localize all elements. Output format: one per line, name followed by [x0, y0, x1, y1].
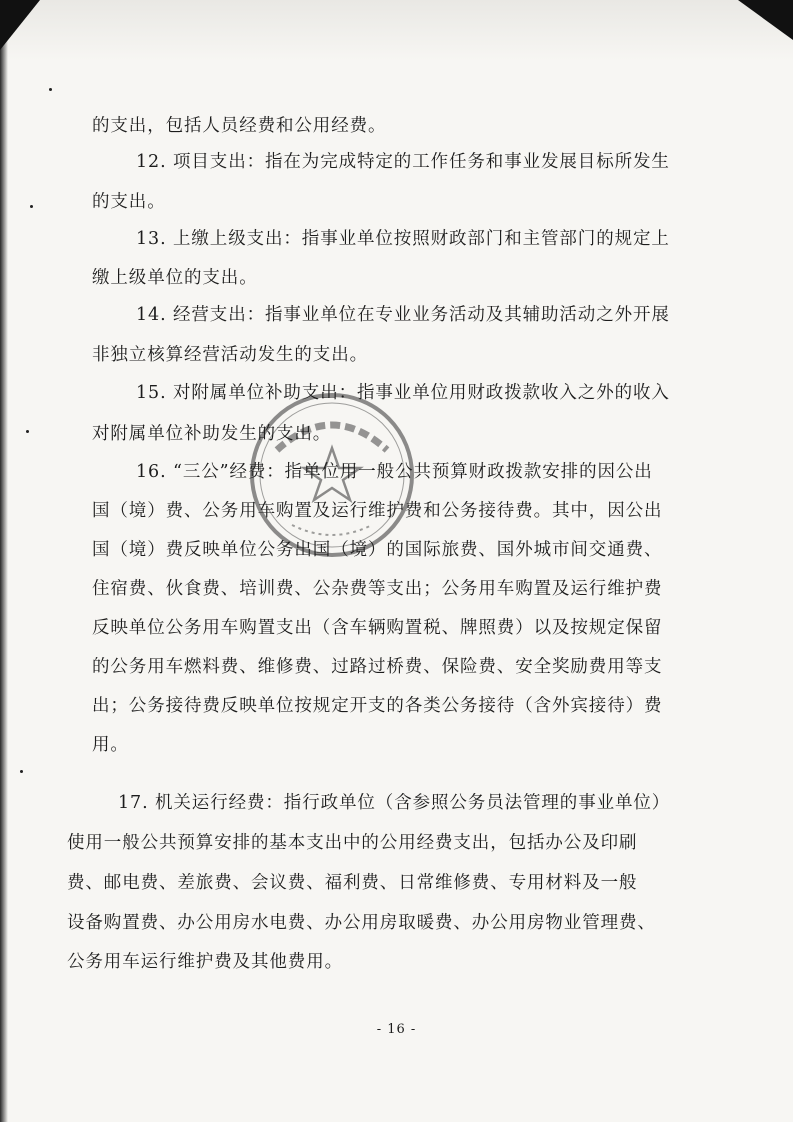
- text-line: 16. “三公”经费：指单位用一般公共预算财政拨款安排的因公出: [136, 462, 653, 482]
- text-line: 用。: [92, 735, 129, 755]
- text-line: 费、邮电费、差旅费、会议费、福利费、日常维修费、专用材料及一般: [67, 873, 638, 893]
- text-line: 12. 项目支出：指在为完成特定的工作任务和事业发展目标所发生: [136, 152, 670, 172]
- text-line: 14. 经营支出：指事业单位在专业业务活动及其辅助活动之外开展: [136, 305, 670, 325]
- text-line: 住宿费、伙食费、培训费、公杂费等支出；公务用车购置及运行维护费: [92, 579, 663, 599]
- text-line: 使用一般公共预算安排的基本支出中的公用经费支出，包括办公及印刷: [67, 833, 638, 853]
- text-line: 设备购置费、办公用房水电费、办公用房取暖费、办公用房物业管理费、: [67, 913, 656, 933]
- text-line: 对附属单位补助发生的支出。: [92, 424, 332, 444]
- text-line: 的支出，包括人员经费和公用经费。: [92, 116, 387, 136]
- text-line: 反映单位公务用车购置支出（含车辆购置税、牌照费）以及按规定保留: [92, 618, 663, 638]
- text-line: 的公务用车燃料费、维修费、过路过桥费、保险费、安全奖励费用等支: [92, 657, 663, 677]
- text-line: 缴上级单位的支出。: [92, 268, 258, 288]
- text-line: 15. 对附属单位补助支出：指事业单位用财政拨款收入之外的收入: [136, 383, 670, 403]
- page-number: - 16 -: [376, 1022, 417, 1037]
- text-line: 13. 上缴上级支出：指事业单位按照财政部门和主管部门的规定上: [136, 229, 670, 249]
- text-line: 公务用车运行维护费及其他费用。: [67, 952, 343, 972]
- text-line: 17. 机关运行经费：指行政单位（含参照公务员法管理的事业单位）: [118, 793, 671, 813]
- text-line: 的支出。: [92, 192, 166, 212]
- text-line: 非独立核算经营活动发生的支出。: [92, 345, 368, 365]
- text-line: 出；公务接待费反映单位按规定开支的各类公务接待（含外宾接待）费: [92, 696, 663, 716]
- text-line: 国（境）费反映单位公务出国（境）的国际旅费、国外城市间交通费、: [92, 540, 663, 560]
- text-line: 国（境）费、公务用车购置及运行维护费和公务接待费。其中，因公出: [92, 501, 663, 521]
